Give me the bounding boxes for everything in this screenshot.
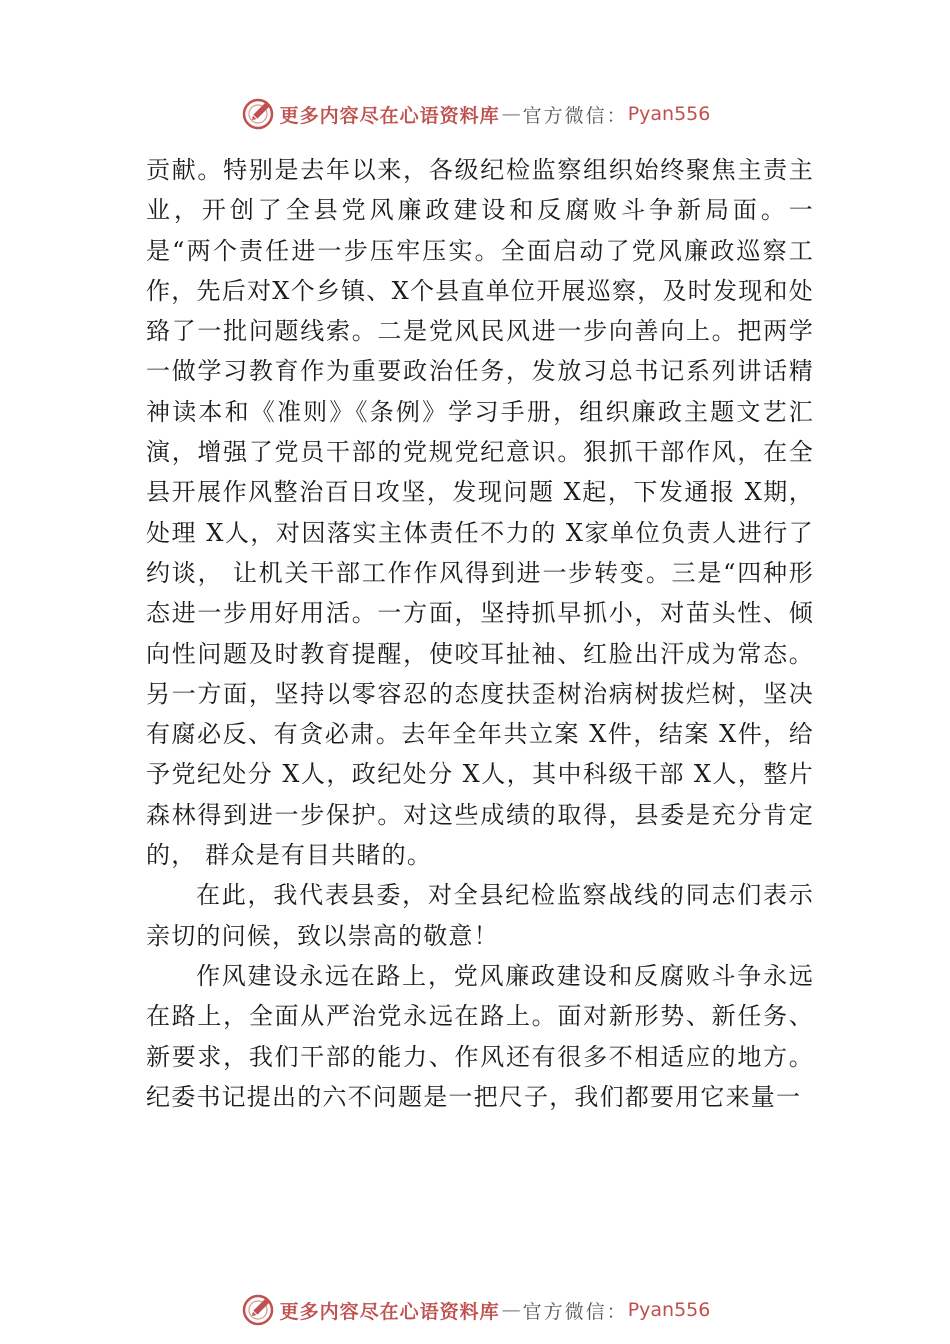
body-paragraph-1: 贡献。特别是去年以来，各级纪检监察组织始终聚焦主责主业，开创了全县党风廉政建设和反腐败斗争新局面。一是“两个责任进一步压牢压实。全面启动了党风廉政巡察工作，先后对X个乡镇、X个县直单位开展巡察，及时发现和处臵了一批问题线索。二是党风民风进一步向善向上。把两学一做学习教育作为重要政治任务，发放习总书记系列讲话精神读本和《准则》《条例》学习手册，组织廉政主题文艺汇演，增强了党员干部的党规党纪意识。狠抓干部作风，在全县开展作风整治百日攻坚，发现问题 X起，下发通报 X期，处理 X人，对因落实主体责任不力的 X家单位负责人进行了约谈， 让机关干部工作作风得到进一步转变。三是“四种形态进一步用好用活。一方面，坚持抓早抓小，对苗头性、倾向性问题及时教育提醒，使咬耳扯袖、红脸出汗成为常态。另一方面，坚持以零容忍的态度扶歪树治病树拔烂树，坚决有腐必反、有贪必肃。去年全年共立案 X件，结案 X件，给予党纪处分 X人，政纪处分 X人，其中科级干部 X人，整片森林得到进一步保护。对这些成绩的取得，县委是充分肯定的， 群众是有目共睹的。 — [146, 156, 814, 870]
pen-nib-logo-icon — [240, 1292, 276, 1328]
body-paragraph-2: 在此，我代表县委，对全县纪检监察战线的同志们表示亲切的问候，致以崇高的敬意！ — [146, 881, 814, 950]
footer-brand-text: 更多内容尽在心语资料库 — [279, 1300, 500, 1323]
document-body — [146, 150, 814, 1117]
pen-nib-logo-icon — [240, 96, 276, 132]
header-dash: — — [501, 103, 521, 125]
footer-wechat-label: 官方微信： — [522, 1300, 628, 1323]
footer-dash: — — [501, 1299, 521, 1321]
header-banner — [0, 94, 950, 134]
header-brand-text: 更多内容尽在心语资料库 — [279, 104, 500, 127]
footer-banner — [0, 1290, 950, 1330]
footer-wechat-id: Pyan556 — [627, 1299, 711, 1321]
header-wechat-label: 官方微信： — [522, 104, 628, 127]
body-paragraph-3: 作风建设永远在路上，党风廉政建设和反腐败斗争永远在路上，全面从严治党永远在路上。面对新形势、新任务、新要求，我们干部的能力、作风还有很多不相适应的地方。纪委书记提出的六不问题是一把尺子，我们都要用它来量一 — [146, 961, 814, 1111]
header-wechat-id: Pyan556 — [627, 103, 711, 125]
